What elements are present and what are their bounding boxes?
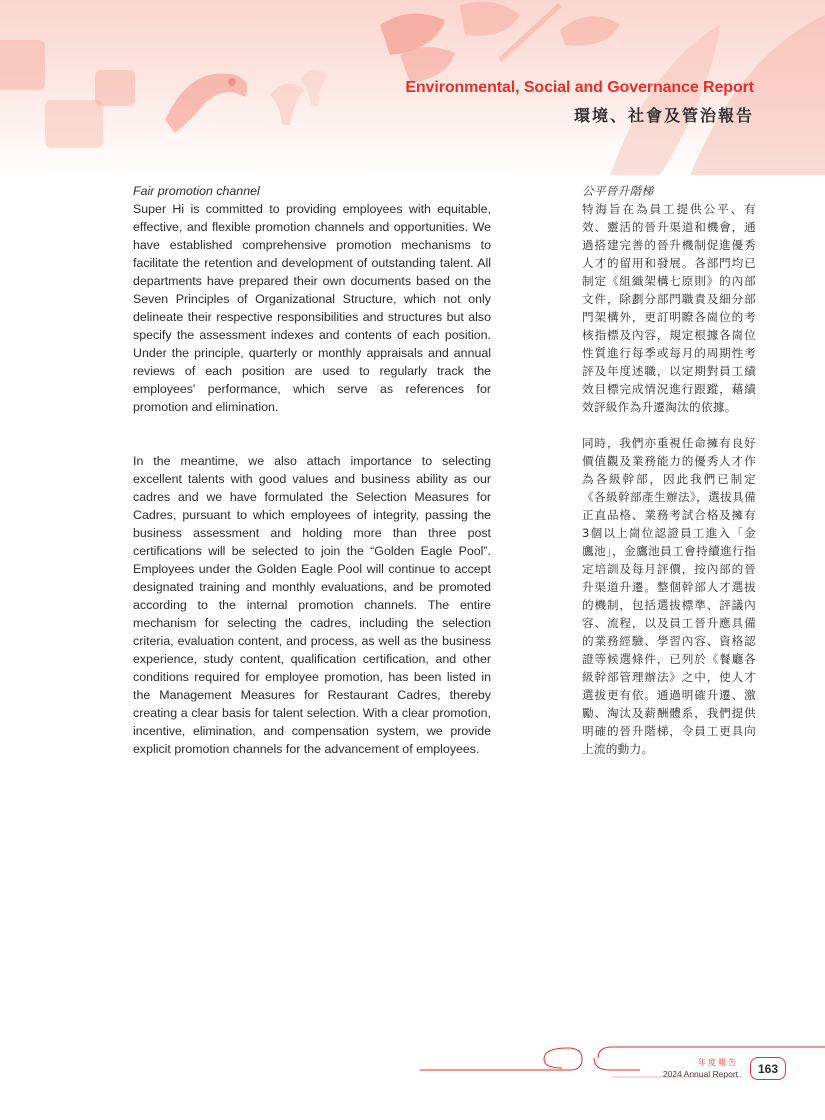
paragraph-zh-2: 同時，我們亦重視任命擁有良好價值觀及業務能力的優秀人才作為各級幹部，因此我們已制定《各級幹部產生辦法》，選拔具備正直品格、業務考試合格及擁有3個以上崗位認證員工進入「金鷹池」，金鷹池員工會持續進行指定培訓及每月評價，按內部的晉升渠道升遷。整個幹部人才選拔的機制，包括選拔標準、評議內容、流程，以及員工晉升應具備的業務經驗、學習內容、資格認證等候選條件，已列於《餐廳各級幹部管理辦法》之中，使人才選拔更有依。通過明確升遷、激勵、淘汰及薪酬體系，我們提供明確的晉升階梯，令員工更具向上流的動力。 (582, 436, 756, 756)
paragraph-en-1: Super Hi is committed to providing employees with equitable, effective, and flexible promotion channels and opportunities. We have established comprehensive promotion mechanisms to facilitate the retention and development of outstanding talent. All departments have prepared their own documents based on the Seven Principles of Organizational Structure, which not only delineate their respective responsibilities and structures but also specify the assessment indexes and contents of each position. Under the principle, quarterly or monthly appraisals and annual reviews of each position are used to regularly track the employees' performance, which serve as references for promotion and elimination. (133, 202, 491, 414)
page-footer (0, 1040, 825, 1090)
annual-report-label-zh: 年度報告 (698, 1058, 738, 1067)
subheading-zh: 公平晉升階梯 (582, 184, 654, 198)
page-number: 163 (750, 1057, 786, 1080)
annual-report-label-en: 2024 Annual Report (662, 1069, 738, 1079)
report-title-en: Environmental, Social and Governance Report (405, 79, 754, 96)
paragraph-en-2: In the meantime, we also attach importance to selecting excellent talents with good values and business ability as our cadres and we have formulated the Selection Measures for Cadres, pursuant to which employees of integrity, passing the business assessment and holding more than three post certifications will be selected to join the “Golden Eagle Pool”. Employees under the Golden Eagle Pool will continue to accept designated training and monthly evaluations, and be promoted according to the internal promotion channels. The entire mechanism for selecting the cadres, including the selection criteria, evaluation content, and process, as well as the business experience, study content, qualification certification, and other conditions required for employee promotion, has been listed in the Management Measures for Restaurant Cadres, thereby creating a clear basis for talent selection. With a clear promotion, incentive, elimination, and compensation system, we provide explicit promotion channels for the advancement of employees. (133, 454, 491, 756)
chinese-column (582, 182, 756, 758)
report-title-zh: 環境、社會及管治報告 (573, 106, 754, 125)
paragraph-zh-1: 特海旨在為員工提供公平、有效、靈活的晉升渠道和機會，通過搭建完善的晉升機制促進優秀人才的留用和發展。各部門均已制定《組織架構七原則》的內部文件，除劃分部門職責及細分部門架構外，更訂明瞭各崗位的考核指標及內容，規定根據各崗位性質進行每季或每月的周期性考評及年度述職，以定期對員工績效目標完成情況進行跟蹤，藉績效評級作為升遷淘汰的依據。 (582, 202, 756, 414)
english-column (133, 182, 491, 758)
subheading-en: Fair promotion channel (133, 184, 260, 198)
header-banner (0, 0, 825, 175)
report-title (405, 79, 754, 126)
